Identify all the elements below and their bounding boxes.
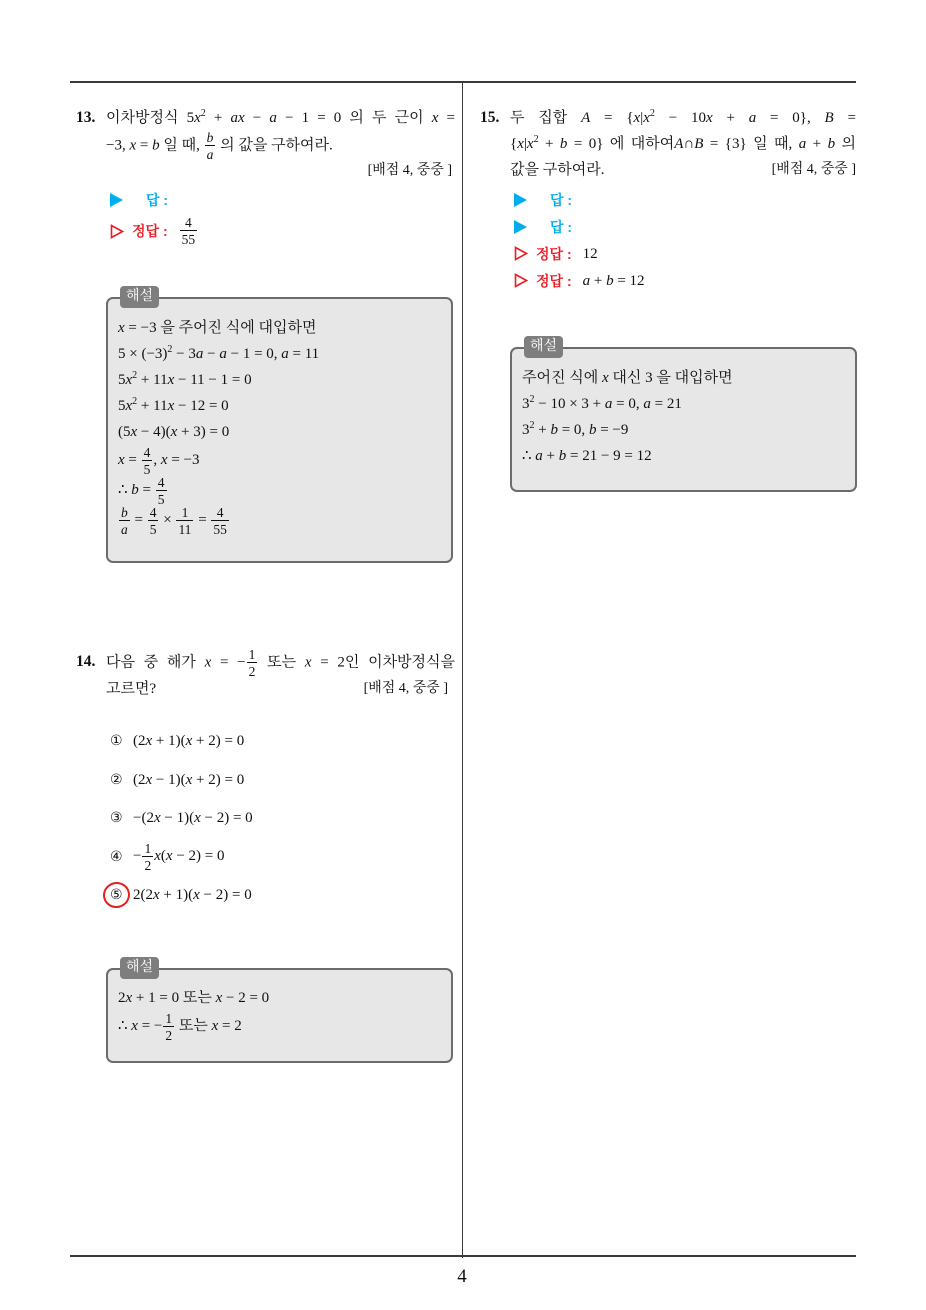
math-text: 3: [522, 422, 530, 438]
text-line: [522, 417, 849, 443]
solution-body: [118, 315, 445, 535]
solution-box: [106, 960, 453, 1063]
answer-label: 답 :: [550, 218, 573, 235]
fraction-denominator: 11: [178, 521, 192, 537]
solution-body: [118, 985, 445, 1041]
math-text: + ax − a − 1 = 0 의 두 근이 x =: [205, 110, 455, 126]
score-tag: [배점 4, 중중 ]: [771, 162, 856, 177]
score-tag: [배점 4, 중중 ]: [363, 681, 448, 696]
choice-expression: [133, 841, 224, 872]
math-text: + 11x − 12 = 0: [137, 398, 229, 414]
choice-list: [110, 722, 253, 915]
text-line: [118, 1011, 445, 1041]
choice-expression: [133, 765, 244, 795]
superscript: 2: [132, 370, 138, 381]
fraction-denominator: 55: [181, 232, 196, 247]
text-line: [118, 419, 445, 445]
page-number: 4: [457, 1266, 467, 1287]
choice-number: ③: [110, 810, 123, 827]
fraction-numerator: 1: [165, 1010, 173, 1026]
text-line: [118, 985, 445, 1011]
math-text: − 10 × 3 + a = 0, a = 21: [534, 396, 682, 412]
problem-14: [76, 648, 455, 702]
choice-number: ④: [110, 848, 123, 865]
answer-label: 답 :: [146, 191, 169, 208]
math-text: 또는 x = 2: [175, 1018, 242, 1034]
math-text: 2x + 1 = 0 또는 x − 2 = 0: [118, 990, 270, 1006]
fraction: [211, 506, 229, 536]
choice-number: ②: [110, 771, 123, 788]
text-line: [118, 315, 445, 341]
superscript: 2: [200, 108, 206, 119]
math-text: , x = −3: [153, 452, 200, 468]
answer-blank-row: [110, 186, 198, 213]
problem-number: 15.: [480, 109, 500, 126]
filled-triangle-icon: [514, 186, 550, 213]
math-text: −3, x = b 일 때,: [106, 137, 204, 154]
math-text: 고르면?: [106, 681, 157, 697]
text-line: [118, 367, 445, 393]
problem-15: [480, 105, 856, 183]
math-text: 3: [522, 396, 530, 412]
fraction-denominator: a: [206, 147, 214, 162]
outline-triangle-icon: [514, 267, 536, 294]
math-text: 2(2x + 1)(x − 2) = 0: [133, 887, 252, 904]
fraction: [119, 506, 130, 536]
text-line: [522, 391, 849, 417]
text-line: [522, 365, 849, 391]
choice-expression: [133, 726, 244, 756]
answer-list: [514, 186, 645, 294]
math-text: −(2x − 1)(x − 2) = 0: [133, 810, 253, 827]
correct-answer-label: 정답 :: [536, 272, 572, 289]
math-text: 두 집합 A = {x|x: [510, 110, 650, 126]
fraction-numerator: 4: [211, 506, 229, 521]
answer-list: [110, 186, 198, 249]
math-text: =: [194, 512, 211, 528]
fraction-denominator: 5: [143, 461, 151, 477]
math-text: + b = 0, b = −9: [534, 422, 629, 438]
outline-triangle-icon: [514, 240, 536, 267]
superscript: 2: [529, 420, 535, 431]
math-text: 12: [582, 245, 598, 262]
filled-triangle-icon: [514, 213, 550, 240]
math-text: ∴ x = −: [118, 1018, 163, 1034]
choice-3: [110, 799, 253, 838]
math-text: {x|x: [510, 136, 534, 152]
fraction-denominator: 55: [213, 521, 227, 537]
outline-triangle-icon: [110, 213, 132, 249]
fraction-numerator: 1: [144, 841, 152, 857]
problem-number: 14.: [76, 653, 96, 670]
choice-number: ⑤: [110, 885, 133, 905]
text-line: [106, 647, 456, 679]
fraction: [176, 506, 193, 536]
superscript: 2: [529, 394, 535, 405]
fraction: [142, 842, 153, 872]
answer-circle-mark: [100, 879, 132, 911]
math-text: + b = 0} 에 대하여A∩B = {3} 일 때, a + b 의: [538, 136, 857, 152]
math-text: a + b = 12: [582, 272, 645, 289]
math-text: ∴ a + b = 21 − 9 = 12: [522, 448, 652, 464]
superscript: 2: [533, 134, 539, 145]
filled-triangle-icon: [110, 186, 146, 213]
problem-13: [76, 105, 455, 178]
math-text: (5x − 4)(x + 3) = 0: [118, 424, 230, 440]
math-text: 5 × (−3): [118, 346, 168, 362]
math-text: x = −3 을 주어진 식에 대입하면: [118, 320, 317, 336]
math-text: 값을 구하여라.: [510, 162, 605, 178]
math-text: 이차방정식 5x: [106, 110, 201, 126]
solution-label: 해설: [120, 286, 159, 308]
fraction-denominator: 2: [165, 1027, 173, 1043]
math-text: ∴ b =: [118, 482, 155, 498]
solution-box: [510, 339, 857, 492]
math-text: 5x: [118, 372, 133, 388]
math-text: 주어진 식에 x 대신 3 을 대입하면: [522, 370, 733, 386]
choice-5: [110, 876, 253, 915]
fraction-denominator: 5: [157, 491, 165, 507]
math-text: x =: [118, 452, 141, 468]
score-tag: [배점 4, 중중 ]: [367, 163, 452, 178]
text-line: [118, 445, 445, 475]
superscript: 2: [167, 344, 173, 355]
text-line: [118, 475, 445, 505]
fraction-numerator: 1: [176, 506, 193, 521]
choice-expression: [133, 880, 252, 910]
fraction: [148, 506, 159, 536]
math-text: =: [130, 512, 147, 528]
correct-answer-row: [514, 267, 645, 294]
fraction-denominator: 5: [149, 521, 157, 537]
math-text: (2x − 1)(x + 2) = 0: [133, 771, 245, 788]
math-text: + 11x − 11 − 1 = 0: [137, 372, 252, 388]
question-text: [106, 105, 455, 162]
fraction: [142, 446, 153, 476]
fraction-numerator: 4: [143, 444, 151, 460]
correct-answer-row: [514, 240, 645, 267]
text-line: [510, 131, 856, 157]
answer-blank-row: [514, 186, 645, 213]
math-text: − 10x + a = 0}, B =: [654, 110, 856, 126]
correct-answer-row: [110, 213, 198, 249]
fraction: [205, 131, 216, 161]
choice-number: ①: [110, 733, 123, 750]
fraction-numerator: 4: [149, 504, 157, 520]
math-text: ×: [159, 512, 176, 528]
text-line: [106, 130, 455, 162]
math-text: 또는 x = 2인 이차방정식을: [258, 654, 456, 671]
text-line: [510, 105, 856, 131]
correct-answer-value: [583, 268, 645, 294]
correct-answer-value: [179, 216, 199, 246]
fraction-numerator: 1: [248, 647, 256, 662]
correct-answer-label: 정답 :: [536, 245, 572, 262]
text-line: [106, 105, 455, 131]
answer-blank-row: [514, 213, 645, 240]
fraction-numerator: 4: [180, 216, 198, 231]
math-text: −: [133, 848, 142, 865]
choice-expression: [133, 803, 253, 833]
fraction-numerator: 4: [157, 474, 165, 490]
solution-label: 해설: [120, 957, 159, 979]
superscript: 2: [649, 108, 655, 119]
text-line: [522, 443, 849, 469]
answer-label: 답 :: [550, 191, 573, 208]
fraction-denominator: a: [121, 521, 128, 537]
fraction: [180, 216, 198, 246]
solution-label: 해설: [524, 336, 563, 358]
text-line: [118, 393, 445, 419]
math-text: x(x − 2) = 0: [154, 848, 225, 865]
problem-number: 13.: [76, 109, 96, 126]
choice-1: [110, 722, 253, 761]
fraction: [247, 648, 258, 678]
text-line: [118, 341, 445, 367]
fraction-numerator: b: [206, 130, 214, 145]
superscript: 2: [132, 396, 138, 407]
math-text: − 3a − a − 1 = 0, a = 11: [172, 346, 320, 362]
fraction: [163, 1012, 174, 1042]
fraction-numerator: b: [121, 504, 128, 520]
choice-2: [110, 761, 253, 800]
math-text: 다음 중 해가 x = −: [106, 654, 246, 671]
fraction-denominator: 2: [248, 664, 256, 679]
correct-answer-label: 정답 :: [132, 223, 168, 239]
choice-4: [110, 838, 253, 877]
correct-answer-value: [583, 241, 598, 267]
math-text: (2x + 1)(x + 2) = 0: [133, 733, 245, 750]
bottom-rule: [70, 1255, 856, 1257]
math-text: 5x: [118, 398, 133, 414]
solution-body: [522, 365, 849, 469]
solution-box: [106, 289, 453, 563]
math-text: 의 값을 구하여라.: [216, 137, 333, 154]
column-divider: [462, 82, 463, 1258]
fraction-denominator: 2: [144, 858, 152, 874]
fraction: [156, 476, 167, 506]
text-line: [118, 505, 445, 535]
